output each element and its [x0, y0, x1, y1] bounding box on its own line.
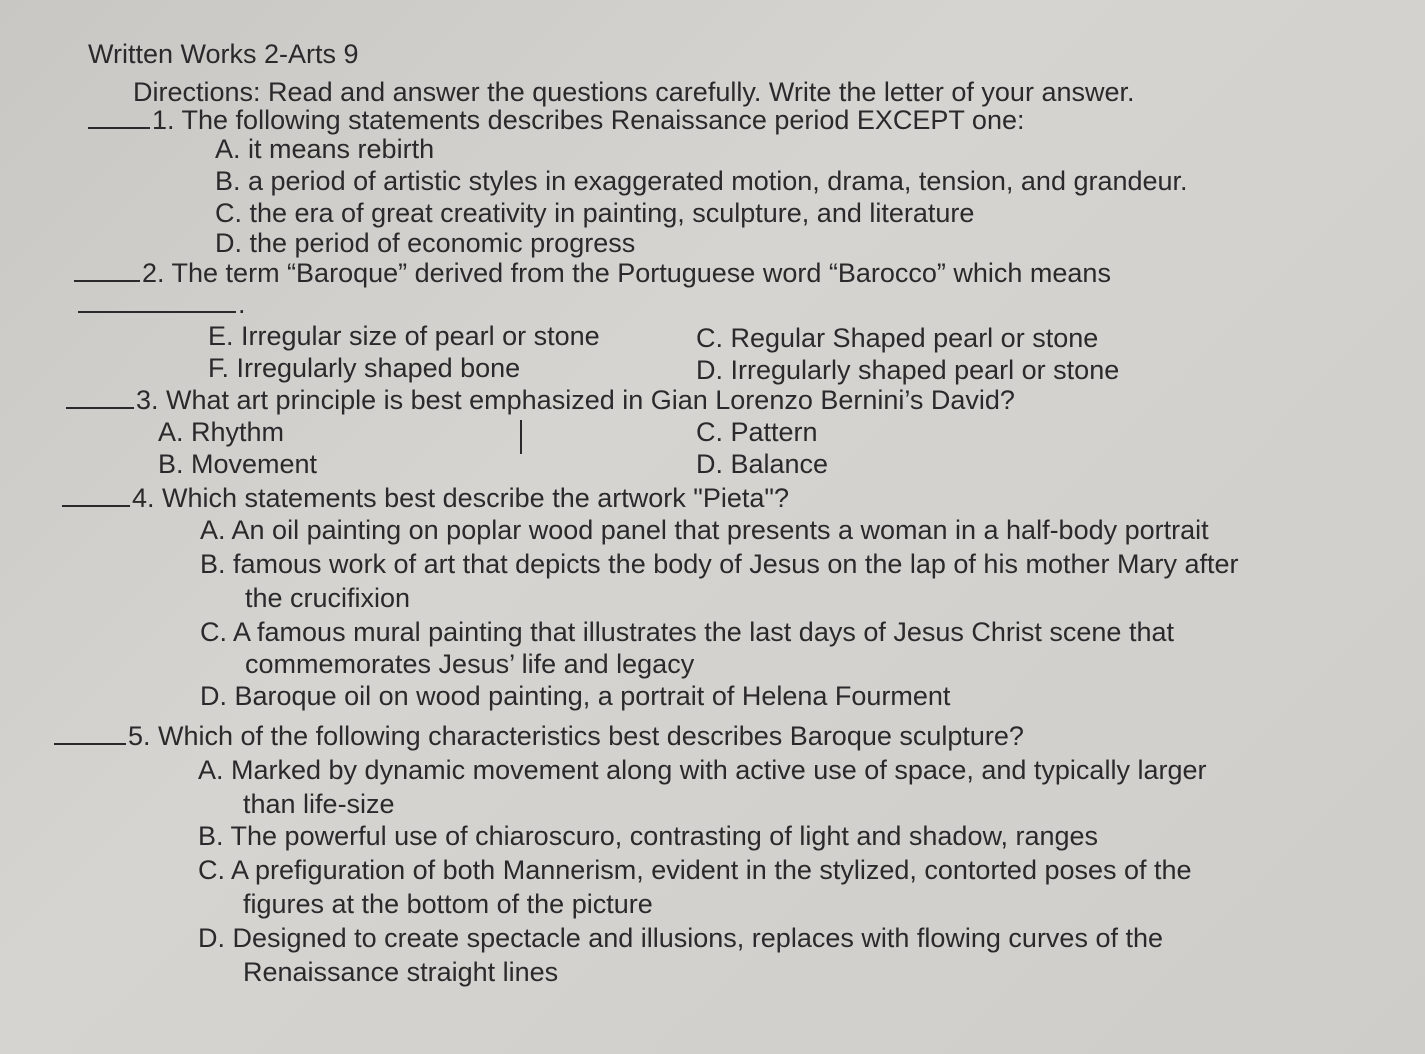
question-1 — [88, 104, 1024, 136]
question-3 — [66, 384, 1015, 416]
question-text: 4. Which statements best describe the artwork "Pieta"? — [132, 483, 789, 513]
question-text: 5. Which of the following characteristics best describes Baroque sculpture? — [128, 721, 1024, 751]
answer-blank[interactable] — [88, 127, 150, 129]
choice-5c-continued: figures at the bottom of the picture — [243, 889, 653, 919]
answer-blank[interactable] — [74, 280, 140, 282]
choice-5d: D. Designed to create spectacle and illusions, replaces with flowing curves of the — [198, 923, 1163, 953]
answer-blank[interactable] — [54, 743, 126, 745]
fill-in-blank[interactable] — [78, 311, 236, 313]
text-cursor-mark — [520, 420, 522, 454]
choice-2f: F. Irregularly shaped bone — [208, 353, 521, 383]
choice-4c-continued: commemorates Jesus’ life and legacy — [245, 649, 695, 679]
choice-3c: C. Pattern — [696, 417, 818, 447]
worksheet-title: Written Works 2-Arts 9 — [88, 39, 359, 69]
question-text: 2. The term “Baroque” derived from the Portuguese word “Barocco” which means — [142, 258, 1111, 288]
choice-3d: D. Balance — [696, 449, 829, 479]
choice-4b-continued: the crucifixion — [245, 583, 411, 613]
choice-2e: E. Irregular size of pearl or stone — [208, 321, 600, 351]
choice-1a: A. it means rebirth — [215, 134, 435, 164]
choice-2d: D. Irregularly shaped pearl or stone — [696, 355, 1120, 385]
choice-1c: C. the era of great creativity in painting, sculpture, and literature — [215, 198, 975, 228]
choice-4a: A. An oil painting on poplar wood panel that presents a woman in a half-body portrait — [200, 515, 1209, 545]
choice-4c: C. A famous mural painting that illustrates the last days of Jesus Christ scene that — [200, 617, 1174, 647]
choice-1b: B. a period of artistic styles in exaggerated motion, drama, tension, and grandeur. — [215, 166, 1188, 196]
directions-text: Directions: Read and answer the questions carefully. Write the letter of your answer. — [133, 77, 1135, 107]
choice-5c: C. A prefiguration of both Mannerism, evident in the stylized, contorted poses of the — [198, 855, 1192, 885]
choice-1d: D. the period of economic progress — [215, 228, 636, 258]
choice-5b: B. The powerful use of chiaroscuro, contrasting of light and shadow, ranges — [198, 821, 1099, 851]
question-2 — [74, 257, 1111, 289]
choice-3a: A. Rhythm — [158, 417, 285, 447]
choice-3b: B. Movement — [158, 449, 318, 479]
answer-blank[interactable] — [62, 505, 130, 507]
question-text: 3. What art principle is best emphasized in Gian Lorenzo Bernini’s David? — [136, 385, 1015, 415]
question-2-continuation: . — [78, 288, 246, 320]
choice-2c: C. Regular Shaped pearl or stone — [696, 323, 1099, 353]
choice-5a-continued: than life-size — [243, 789, 395, 819]
choice-5a: A. Marked by dynamic movement along with active use of space, and typically larger — [198, 755, 1207, 785]
choice-4b: B. famous work of art that depicts the body of Jesus on the lap of his mother Mary after — [200, 549, 1239, 579]
answer-blank[interactable] — [66, 407, 134, 409]
choice-4d: D. Baroque oil on wood painting, a portrait of Helena Fourment — [200, 681, 951, 711]
question-text: 1. The following statements describes Renaissance period EXCEPT one: — [152, 105, 1025, 135]
question-5 — [54, 720, 1024, 752]
question-4 — [62, 482, 789, 514]
choice-5d-continued: Renaissance straight lines — [243, 957, 559, 987]
